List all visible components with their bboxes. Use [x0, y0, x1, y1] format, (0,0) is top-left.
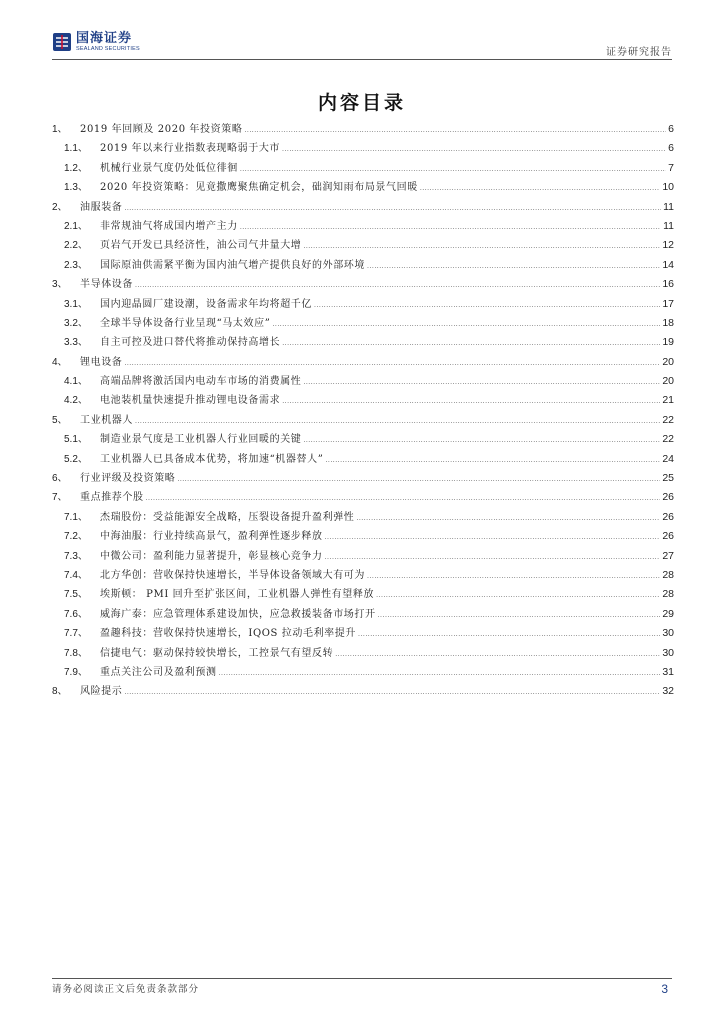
toc-dot-leader	[367, 573, 660, 580]
toc-entry-page: 20	[662, 375, 674, 388]
toc-entry-title: 盈趣科技：营收保持快速增长，IQOS 拉动毛利率提升	[100, 628, 356, 640]
toc-entry[interactable]	[52, 469, 674, 488]
toc-entry-number: 8、	[52, 686, 68, 698]
toc-entry-page: 29	[662, 607, 674, 620]
toc-entry[interactable]	[52, 605, 674, 624]
toc-entry-number: 7.4、	[64, 569, 88, 581]
toc-entry-title: 中海油服：行业持续高景气，盈利弹性逐步释放	[100, 531, 323, 543]
toc-entry[interactable]	[52, 372, 674, 391]
toc-entry[interactable]	[52, 547, 674, 566]
toc-entry-title: 全球半导体设备行业呈现“马太效应”	[100, 317, 271, 329]
logo-english-name: SEALAND SECURITIES	[76, 46, 140, 52]
header-divider	[52, 59, 672, 60]
toc-dot-leader	[325, 554, 661, 561]
toc-dot-leader	[378, 612, 661, 619]
toc-entry-title: 机械行业景气度仍处低位徘徊	[100, 162, 238, 174]
toc-dot-leader	[376, 592, 660, 599]
toc-entry[interactable]	[52, 159, 674, 178]
toc-dot-leader	[282, 340, 660, 347]
toc-entry-title: 制造业景气度是工业机器人行业回暖的关键	[100, 434, 302, 446]
toc-entry-title: 工业机器人已具备成本优势，将加速“机器替人”	[100, 453, 324, 465]
toc-entry-page: 31	[662, 665, 674, 678]
toc-entry-page: 22	[662, 433, 674, 446]
toc-entry-title: 国际原油供需紧平衡为国内油气增产提供良好的外部环境	[100, 259, 365, 271]
toc-dot-leader	[335, 651, 660, 658]
toc-entry[interactable]	[52, 430, 674, 449]
toc-dot-leader	[303, 379, 660, 386]
toc-entry-number: 7.6、	[64, 608, 88, 620]
toc-entry-number: 3、	[52, 279, 68, 291]
toc-entry-number: 4.2、	[64, 395, 88, 407]
toc-dot-leader	[135, 418, 660, 425]
toc-entry-title: 国内迎晶圆厂建设潮，设备需求年均将超千亿	[100, 298, 312, 310]
toc-entry-number: 7.8、	[64, 647, 88, 659]
footer-divider	[52, 978, 672, 979]
toc-entry[interactable]	[52, 353, 674, 372]
toc-entry-title: 埃斯顿： PMI 回升至扩张区间，工业机器人弹性有望释放	[100, 589, 375, 601]
toc-entry[interactable]	[52, 295, 674, 314]
toc-entry-page: 6	[668, 123, 674, 135]
toc-entry-number: 7.1、	[64, 511, 88, 523]
toc-dot-leader	[303, 243, 660, 250]
toc-dot-leader	[282, 398, 660, 405]
toc-entry[interactable]	[52, 275, 674, 294]
toc-dot-leader	[135, 282, 660, 289]
toc-entry-page: 12	[662, 239, 674, 252]
report-type-label: 证券研究报告	[606, 47, 672, 58]
toc-entry-page: 26	[662, 491, 674, 504]
toc-dot-leader	[367, 263, 660, 270]
toc-entry-number: 4、	[52, 356, 68, 368]
toc-entry-number: 5.2、	[64, 453, 88, 465]
toc-entry-title: 非常规油气将成国内增产主力	[100, 220, 238, 232]
toc-entry-page: 32	[662, 685, 674, 698]
page-header	[52, 30, 672, 60]
toc-entry-page: 30	[662, 646, 674, 659]
toc-entry-number: 3.1、	[64, 298, 88, 310]
toc-entry-page: 6	[668, 142, 674, 155]
toc-entry-title: 电池装机量快速提升推动锂电设备需求	[100, 395, 281, 407]
toc-entry-page: 21	[662, 394, 674, 407]
toc-entry-page: 16	[662, 278, 674, 291]
toc-entry-page: 28	[662, 568, 674, 581]
toc-entry-title: 自主可控及进口替代将推动保持高增长	[100, 337, 281, 349]
toc-entry-number: 2.1、	[64, 220, 88, 232]
toc-entry-page: 30	[662, 627, 674, 640]
disclaimer-text: 请务必阅读正文后免责条款部分	[52, 984, 200, 995]
page-title: 内容目录	[317, 92, 406, 114]
toc-dot-leader	[146, 495, 661, 502]
toc-entry-title: 页岩气开发已具经济性，油公司气井量大增	[100, 240, 302, 252]
toc-entry-page: 28	[662, 588, 674, 601]
toc-entry-number: 4.1、	[64, 376, 88, 388]
toc-entry-number: 2、	[52, 201, 68, 213]
toc-entry-number: 7.5、	[64, 589, 88, 601]
toc-entry-page: 20	[662, 355, 674, 368]
toc-entry-title: 2019 年回顾及 2020 年投资策略	[80, 124, 243, 135]
toc-entry[interactable]	[52, 566, 674, 585]
toc-entry-page: 14	[662, 258, 674, 271]
toc-entry-title: 高端品牌将激活国内电动车市场的消费属性	[100, 376, 302, 388]
toc-entry[interactable]	[52, 411, 674, 430]
toc-dot-leader	[240, 166, 666, 173]
toc-dot-leader	[244, 127, 666, 134]
toc-entry-number: 7.7、	[64, 628, 88, 640]
toc-dot-leader	[420, 185, 660, 192]
toc-entry[interactable]	[52, 527, 674, 546]
toc-dot-leader	[240, 224, 661, 231]
toc-entry[interactable]	[52, 391, 674, 410]
toc-entry-page: 25	[662, 472, 674, 485]
toc-entry[interactable]	[52, 120, 674, 139]
toc-entry-page: 17	[662, 297, 674, 310]
toc-dot-leader	[124, 360, 660, 367]
toc-entry-number: 5.1、	[64, 434, 88, 446]
toc-entry-page: 24	[662, 452, 674, 465]
toc-entry-number: 6、	[52, 473, 68, 485]
toc-dot-leader	[219, 670, 661, 677]
toc-entry[interactable]	[52, 314, 674, 333]
toc-entry[interactable]	[52, 256, 674, 275]
toc-entry-number: 1.3、	[64, 182, 88, 194]
toc-entry-page: 10	[662, 181, 674, 194]
toc-entry[interactable]	[52, 663, 674, 682]
toc-entry-title: 工业机器人	[80, 414, 133, 426]
toc-entry-page: 7	[668, 161, 674, 174]
toc-entry-number: 2.3、	[64, 259, 88, 271]
toc-dot-leader	[358, 631, 660, 638]
toc-dot-leader	[124, 689, 660, 696]
toc-entry-title: 行业评级及投资策略	[80, 473, 176, 485]
toc-entry[interactable]	[52, 139, 674, 158]
toc-entry-title: 2020 年投资策略：见竟撒鹰聚焦确定机会，础润知雨布局景气回暖	[100, 182, 418, 194]
toc-entry-number: 1、	[52, 124, 68, 135]
toc-entry-number: 3.2、	[64, 317, 88, 329]
toc-entry[interactable]	[52, 585, 674, 604]
toc-entry-number: 5、	[52, 414, 68, 426]
toc-entry-number: 7、	[52, 492, 68, 504]
toc-dot-leader	[282, 146, 666, 153]
company-logo	[52, 32, 140, 53]
toc-entry[interactable]	[52, 198, 674, 217]
toc-entry-title: 2019 年以来行业指数表现略弱于大市	[100, 143, 281, 155]
toc-entry-page: 22	[662, 413, 674, 426]
toc-entry-title: 半导体设备	[80, 279, 133, 291]
toc-entry-page: 19	[662, 336, 674, 349]
toc-entry-number: 1.2、	[64, 162, 88, 174]
toc-entry-title: 威海广泰：应急管理体系建设加快，应急救援装备市场打开	[100, 608, 376, 620]
toc-entry-number: 7.3、	[64, 550, 88, 562]
toc-entry[interactable]	[52, 682, 674, 701]
toc-entry[interactable]	[52, 333, 674, 352]
toc-entry-title: 中微公司：盈利能力显著提升，彰显核心竞争力	[100, 550, 323, 562]
toc-dot-leader	[303, 437, 660, 444]
toc-entry-title: 油服装备	[80, 201, 123, 213]
toc-entry[interactable]	[52, 236, 674, 255]
table-of-contents	[52, 120, 674, 702]
toc-entry[interactable]	[52, 488, 674, 507]
toc-entry-page: 11	[663, 219, 674, 232]
toc-entry-number: 7.9、	[64, 666, 88, 678]
toc-entry-page: 27	[662, 549, 674, 562]
toc-entry-number: 1.1、	[64, 143, 88, 155]
toc-entry[interactable]	[52, 644, 674, 663]
toc-entry[interactable]	[52, 217, 674, 236]
toc-entry[interactable]	[52, 508, 674, 527]
toc-entry-page: 11	[663, 200, 674, 213]
toc-entry-title: 重点推荐个股	[80, 492, 144, 504]
sealand-logo-icon	[52, 32, 72, 52]
toc-entry-page: 26	[662, 510, 674, 523]
toc-entry-title: 风险提示	[80, 686, 123, 698]
toc-entry[interactable]	[52, 178, 674, 197]
toc-entry[interactable]	[52, 450, 674, 469]
toc-entry-page: 26	[662, 530, 674, 543]
toc-entry-title: 杰瑞股份：受益能源安全战略，压裂设备提升盈利弹性	[100, 511, 355, 523]
toc-dot-leader	[177, 476, 660, 483]
toc-entry-title: 重点关注公司及盈利预测	[100, 666, 217, 678]
toc-dot-leader	[325, 534, 661, 541]
toc-entry-title: 锂电设备	[80, 356, 123, 368]
toc-entry-number: 3.3、	[64, 337, 88, 349]
toc-dot-leader	[314, 302, 660, 309]
toc-entry-page: 18	[662, 316, 674, 329]
toc-entry-number: 7.2、	[64, 531, 88, 543]
toc-dot-leader	[356, 515, 660, 522]
toc-entry-title: 信捷电气：驱动保持较快增长，工控景气有望反转	[100, 647, 334, 659]
toc-dot-leader	[124, 205, 661, 212]
toc-entry-title: 北方华创：营收保持快速增长，半导体设备领域大有可为	[100, 569, 365, 581]
logo-chinese-name: 国海证券	[76, 31, 133, 46]
toc-dot-leader	[272, 321, 660, 328]
toc-entry[interactable]	[52, 624, 674, 643]
toc-dot-leader	[325, 457, 660, 464]
page-number: 3	[661, 982, 668, 996]
toc-entry-number: 2.2、	[64, 240, 88, 252]
